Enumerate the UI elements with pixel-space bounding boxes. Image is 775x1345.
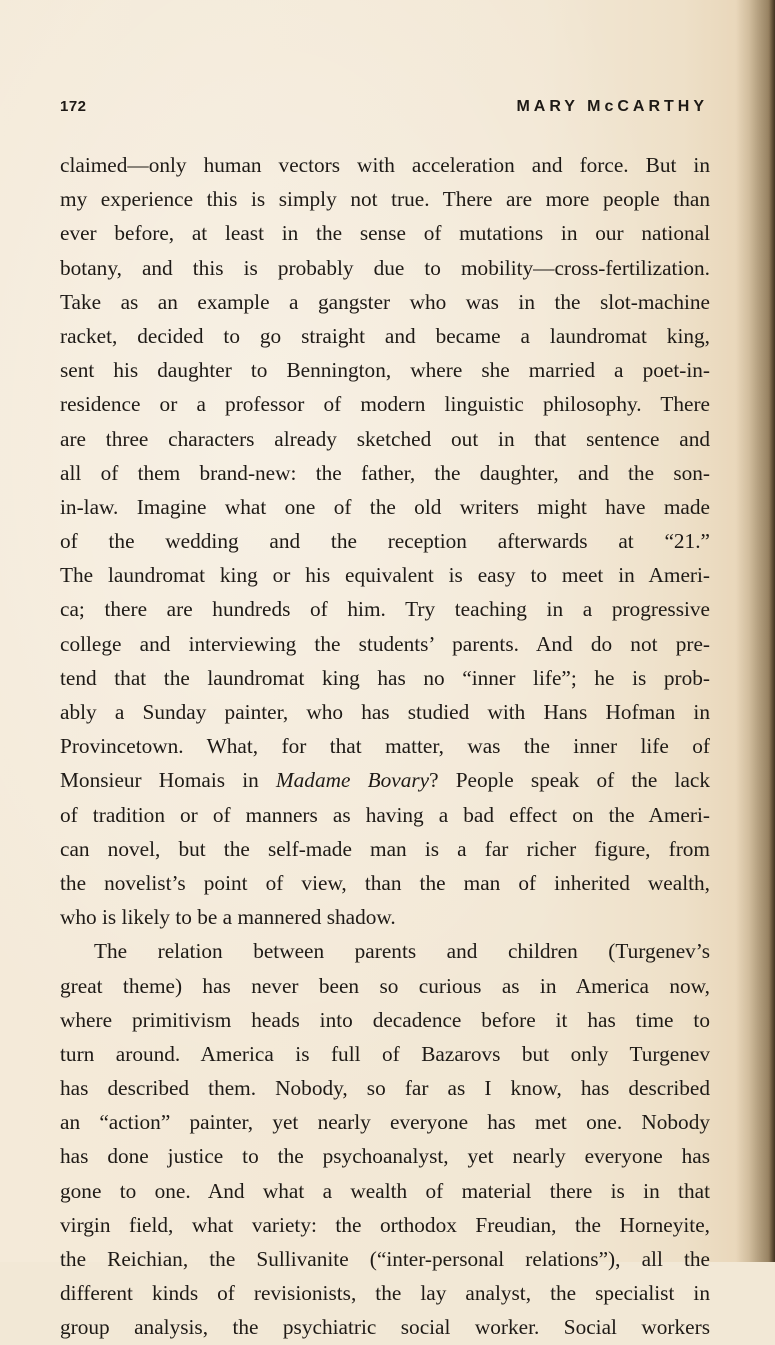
text-line: has done justice to the psychoanalyst, yet nearly everyone has (60, 1144, 710, 1169)
book-title: Madame Bovary (275, 768, 430, 793)
text-line: gone to one. And what a wealth of material there is in that (60, 1178, 710, 1203)
text-line: residence or a professor of modern linguistic philosophy. There (60, 392, 710, 417)
text-line: virgin field, what variety: the orthodox Freudian, the Horneyite, (60, 1212, 710, 1237)
text-line: tend that the laundromat king has no “inner life”; he is prob- (60, 665, 710, 690)
text-line: in-law. Imagine what one of the old writers might have made (60, 494, 710, 519)
text-line: different kinds of revisionists, the lay analyst, the specialist in (60, 1281, 710, 1306)
text-line: the novelist’s point of view, than the man of inherited wealth, (60, 870, 710, 895)
text-segment: ? People speak of the lack (429, 768, 710, 793)
text-line: the Reichian, the Sullivanite (“inter-personal relations”), all the (60, 1247, 710, 1271)
text-line: an “action” painter, yet nearly everyone has met one. Nobody (60, 1110, 710, 1135)
text-line: who is likely to be a mannered shadow. (60, 905, 396, 930)
text-line: all of them brand-new: the father, the daughter, and the son- (60, 460, 710, 485)
text-line: college and interviewing the students’ parents. And do not pre- (60, 631, 710, 656)
page-header (60, 98, 708, 122)
text-line: group analysis, the psychiatric social worker. Social workers (60, 1315, 710, 1340)
text-line-with-title (60, 763, 710, 797)
text-line: where primitivism heads into decadence before it has time to (60, 1007, 710, 1032)
text-line: of the wedding and the reception afterwards at “21.” (60, 529, 710, 554)
text-line: are three characters already sketched out in that sentence and (60, 426, 710, 451)
text-line: Take as an example a gangster who was in the slot-machine (60, 289, 710, 314)
text-line: turn around. America is full of Bazarovs but only Turgenev (60, 1041, 710, 1066)
text-line: ably a Sunday painter, who has studied with Hans Hofman in (60, 700, 710, 724)
text-segment: Monsieur Homais in (60, 768, 276, 793)
text-line: claimed—only human vectors with acceleration and force. But in (60, 153, 710, 177)
text-line: ca; there are hundreds of him. Try teaching in a progressive (60, 597, 710, 622)
text-line: racket, decided to go straight and became a laundromat king, (60, 323, 710, 348)
spine-shadow (735, 0, 775, 1262)
text-line: The laundromat king or his equivalent is easy to meet in Ameri- (60, 563, 710, 588)
paragraph-1 (60, 148, 710, 934)
text-line: ever before, at least in the sense of mutations in our national (60, 221, 710, 246)
text-line: of tradition or of manners as having a bad effect on the Ameri- (60, 802, 710, 827)
text-line: Provincetown. What, for that matter, was the inner life of (60, 734, 710, 759)
body-text (60, 148, 710, 1345)
text-line: botany, and this is probably due to mobility—cross-fertilization. (60, 255, 710, 280)
text-line: The relation between parents and children (Turgenev’s (94, 939, 710, 964)
text-line: has described them. Nobody, so far as I know, has described (60, 1076, 710, 1101)
running-head: MARY McCARTHY (516, 98, 708, 115)
text-line: great theme) has never been so curious as in America now, (60, 973, 710, 998)
text-line: can novel, but the self-made man is a far richer figure, from (60, 836, 710, 861)
paragraph-2 (60, 934, 710, 1344)
text-line: sent his daughter to Bennington, where she married a poet-in- (60, 358, 710, 383)
page-number: 172 (60, 98, 87, 115)
text-line: my experience this is simply not true. There are more people than (60, 187, 710, 212)
